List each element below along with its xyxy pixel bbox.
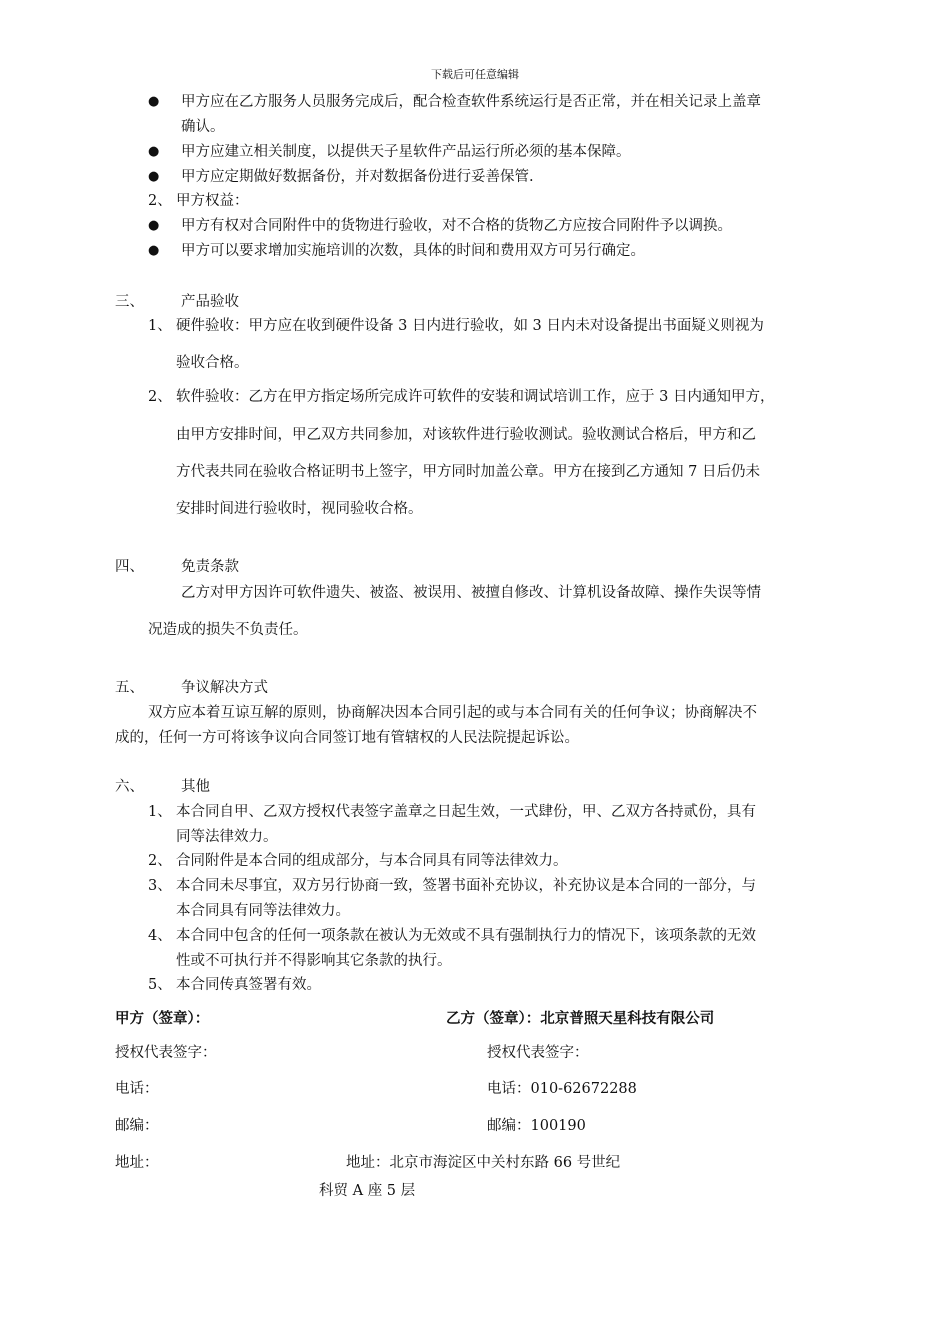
section-title: 免责条款 [181,559,239,575]
bullet-text: 甲方应定期做好数据备份，并对数据备份进行妥善保管. [181,169,534,185]
subsection-title: 甲方权益： [176,193,249,209]
section-title: 产品验收 [181,294,239,310]
party-a-rep-label: 授权代表签字： [115,1045,217,1061]
section-number: 四、 [115,559,144,575]
item-number: 5、 [148,977,172,993]
bullet-text: 甲方可以要求增加实施培训的次数，具体的时间和费用双方可另行确定。 [181,243,645,259]
bullet-text: 甲方应建立相关制度，以提供天子星软件产品运行所必须的基本保障。 [181,144,631,160]
item-number: 2、 [148,389,172,405]
party-a-title: 甲方（签章）： [115,1011,210,1027]
paragraph-text: 乙方对甲方因许可软件遗失、被盗、被误用、被擅自修改、计算机设备故障、操作失误等情 [181,585,761,601]
party-a-zip: 邮编： [115,1118,159,1134]
section-number: 五、 [115,680,144,696]
item-text: 软件验收：乙方在甲方指定场所完成许可软件的安装和调试培训工作，应于 3 日内通知甲方， [176,389,775,405]
bullet-icon: ● [148,218,160,233]
bullet-text: 甲方有权对合同附件中的货物进行验收，对不合格的货物乙方应按合同附件予以调换。 [181,218,732,234]
item-text: 本合同传真签署有效。 [176,977,321,993]
party-b-address-continued: 科贸 A 座 5 层 [319,1183,416,1199]
bullet-icon: ● [148,144,160,159]
item-text: 性或不可执行并不得影响其它条款的执行。 [176,953,452,969]
item-text: 验收合格。 [176,355,249,371]
section-number: 三、 [115,294,144,310]
item-text: 安排时间进行验收时，视同验收合格。 [176,501,423,517]
subsection-number: 2、 [148,193,172,209]
bullet-icon: ● [148,94,160,109]
item-number: 2、 [148,853,172,869]
bullet-text-continued: 确认。 [181,119,225,135]
paragraph-text: 况造成的损失不负责任。 [148,622,308,638]
item-text: 本合同自甲、乙双方授权代表签字盖章之日起生效，一式肆份，甲、乙双方各持贰份，具有 [176,804,756,820]
item-text: 同等法律效力。 [176,829,278,845]
party-a-address: 地址： [115,1155,159,1171]
item-text: 合同附件是本合同的组成部分，与本合同具有同等法律效力。 [176,853,568,869]
item-text: 本合同未尽事宜，双方另行协商一致，签署书面补充协议，补充协议是本合同的一部分，与 [176,878,756,894]
item-number: 4、 [148,928,172,944]
item-text: 本合同中包含的任何一项条款在被认为无效或不具有强制执行力的情况下，该项条款的无效 [176,928,756,944]
item-number: 1、 [148,804,172,820]
party-b-rep-label: 授权代表签字： [487,1045,589,1061]
item-text: 方代表共同在验收合格证明书上签字，甲方同时加盖公章。甲方在接到乙方通知 7 日后仍未 [176,464,760,480]
item-number: 1、 [148,318,172,334]
paragraph-text: 双方应本着互谅互解的原则，协商解决因本合同引起的或与本合同有关的任何争议；协商解决不 [148,705,757,721]
party-a-phone: 电话： [115,1081,159,1097]
item-text: 本合同具有同等法律效力。 [176,903,350,919]
bullet-icon: ● [148,169,160,184]
party-b-phone: 电话：010-62672288 [487,1081,637,1097]
bullet-text: 甲方应在乙方服务人员服务完成后，配合检查软件系统运行是否正常，并在相关记录上盖章 [181,94,761,110]
section-title: 争议解决方式 [181,680,268,696]
party-b-zip: 邮编：100190 [487,1118,586,1134]
item-text: 由甲方安排时间，甲乙双方共同参加，对该软件进行验收测试。验收测试合格后，甲方和乙 [176,427,756,443]
paragraph-text: 成的，任何一方可将该争议向合同签订地有管辖权的人民法院提起诉讼。 [115,730,579,746]
party-b-address: 地址：北京市海淀区中关村东路 66 号世纪 [346,1155,621,1171]
section-title: 其他 [181,779,210,795]
item-text: 硬件验收：甲方应在收到硬件设备 3 日内进行验收，如 3 日内未对设备提出书面疑义则视为 [176,318,764,334]
bullet-icon: ● [148,243,160,258]
page-header: 下载后可任意编辑 [431,68,519,81]
item-number: 3、 [148,878,172,894]
party-b-title: 乙方（签章）：北京普照天星科技有限公司 [446,1011,715,1027]
section-number: 六、 [115,779,144,795]
